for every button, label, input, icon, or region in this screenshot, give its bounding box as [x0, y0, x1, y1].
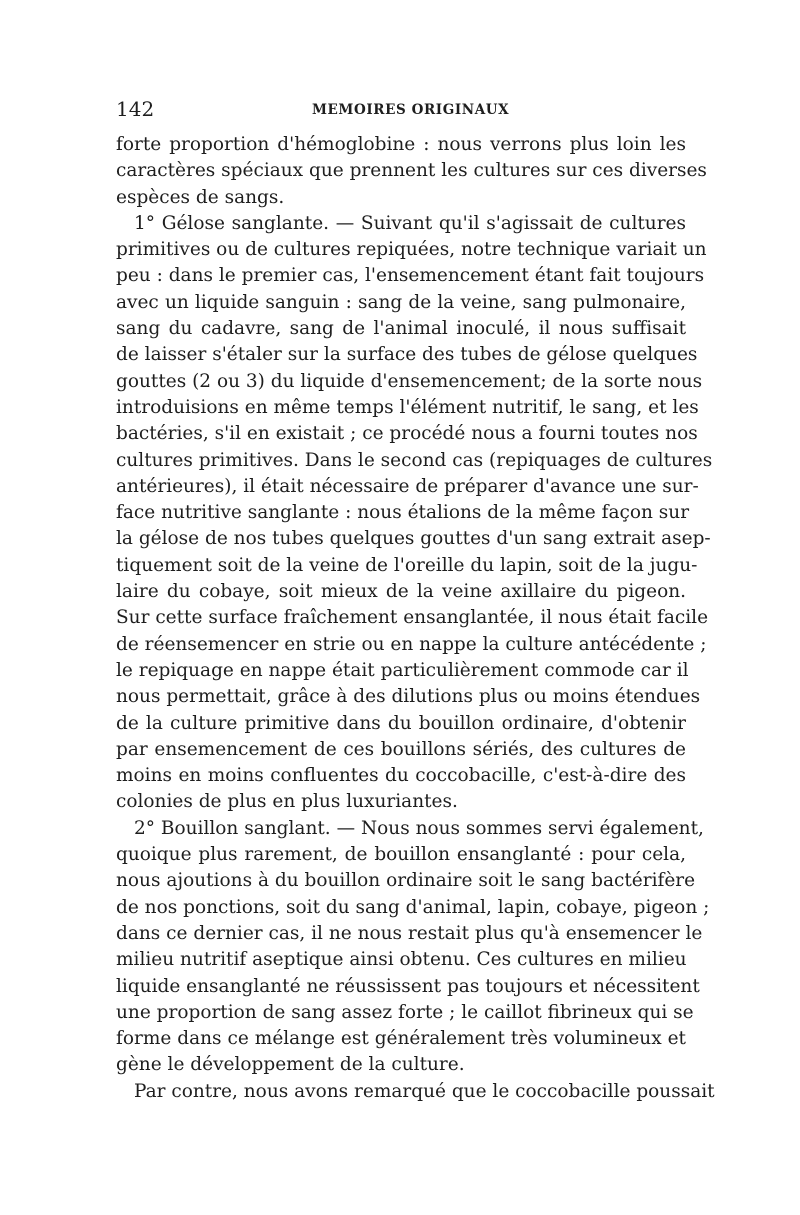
text-line: nous permettait, grâce à des dilutions plus ou moins étendues — [116, 686, 701, 708]
text-line: gène le développement de la culture. — [116, 1054, 465, 1076]
text-line: 2° Bouillon sanglant. — Nous nous sommes servi également, — [134, 817, 704, 839]
running-title: MEMOIRES ORIGINAUX — [312, 102, 510, 118]
text-line: Sur cette surface fraîchement ensanglantée, il nous était facile — [116, 607, 709, 629]
text-line: par ensemencement de ces bouillons sériés, des cultures de — [116, 738, 686, 760]
text-line: de la culture primitive dans du bouillon ordinaire, d'obtenir — [116, 712, 686, 734]
text-line: introduisions en même temps l'élément nutritif, le sang, et les — [116, 396, 699, 418]
text-line: la gélose de nos tubes quelques gouttes d'un sang extrait asep- — [116, 528, 711, 550]
text-line: primitives ou de cultures repiquées, notre technique variait un — [116, 239, 707, 261]
text-line: une proportion de sang assez forte ; le caillot fibrineux qui se — [116, 1001, 694, 1023]
text-line: caractères spéciaux que prennent les cultures sur ces diverses — [116, 160, 707, 182]
text-line: nous ajoutions à du bouillon ordinaire soit le sang bactérifère — [116, 870, 696, 892]
text-line: gouttes (2 ou 3) du liquide d'ensemencement; de la sorte nous — [116, 370, 703, 392]
text-line: de laisser s'étaler sur la surface des tubes de gélose quelques — [116, 344, 698, 366]
text-line: antérieures), il était nécessaire de préparer d'avance une sur- — [116, 475, 699, 497]
text-line: avec un liquide sanguin : sang de la veine, sang pulmonaire, — [116, 291, 686, 313]
body-text — [116, 132, 715, 1105]
text-line: forme dans ce mélange est généralement très volumineux et — [116, 1028, 686, 1050]
text-line: face nutritive sanglante : nous étalions de la même façon sur — [116, 502, 690, 524]
text-line: forte proportion d'hémoglobine : nous verrons plus loin les — [116, 134, 686, 155]
running-head — [116, 97, 686, 121]
text-line: espèces de sangs. — [116, 186, 285, 208]
text-line: le repiquage en nappe était particulièrement commode car il — [116, 659, 689, 681]
text-line: Par contre, nous avons remarqué que le coccobacille poussait — [134, 1080, 715, 1102]
text-line: colonies de plus en plus luxuriantes. — [116, 791, 458, 813]
text-line: quoique plus rarement, de bouillon ensanglanté : pour cela, — [116, 844, 686, 866]
text-line: de réensemencer en strie ou en nappe la culture antécédente ; — [116, 633, 707, 655]
text-line: bactéries, s'il en existait ; ce procédé nous a fourni toutes nos — [116, 423, 698, 445]
text-line: tiquement soit de la veine de l'oreille du lapin, soit de la jugu- — [116, 554, 698, 576]
text-line: moins en moins confluentes du coccobacille, c'est-à-dire des — [116, 765, 686, 787]
text-line: peu : dans le premier cas, l'ensemencement étant fait toujours — [116, 265, 705, 287]
text-line: laire du cobaye, soit mieux de la veine axillaire du pigeon. — [116, 581, 686, 603]
page-number: 142 — [116, 97, 155, 121]
text-line: 1° Gélose sanglante. — Suivant qu'il s'agissait de cultures — [134, 212, 686, 234]
text-line: milieu nutritif aseptique ainsi obtenu. Ces cultures en milieu — [116, 949, 687, 971]
text-line: de nos ponctions, soit du sang d'animal, lapin, cobaye, pigeon ; — [116, 896, 710, 918]
text-line: sang du cadavre, sang de l'animal inoculé, il nous suffisait — [116, 318, 686, 340]
text-line: dans ce dernier cas, il ne nous restait plus qu'à ensemencer le — [116, 922, 703, 944]
text-line: liquide ensanglanté ne réussissent pas toujours et nécessitent — [116, 975, 700, 997]
text-line: cultures primitives. Dans le second cas (repiquages de cultures — [116, 449, 713, 471]
